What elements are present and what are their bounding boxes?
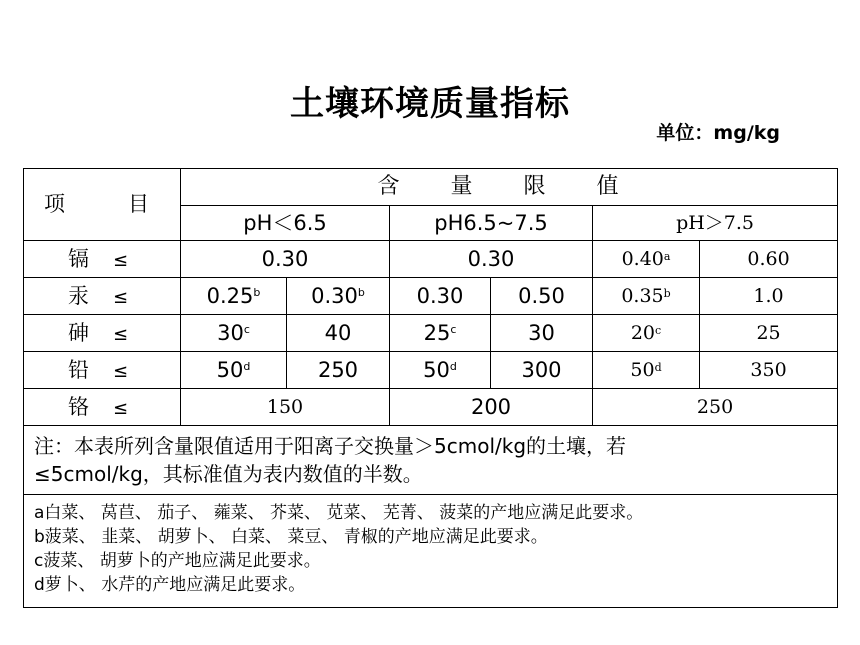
cell-value: 250 [593, 389, 838, 426]
cell-value: 350 [700, 352, 838, 389]
cell-value: 0.25$^b$ [181, 278, 287, 315]
cell-value: 200 [390, 389, 593, 426]
note-line: 注：本表所列含量限值适用于阳离子交换量＞5cmol/kg的土壤，若 [34, 434, 627, 458]
footnote-c: c菠菜、 胡萝卜的产地应满足此要求。 [34, 551, 321, 571]
cell-value: 0.35$^b$ [593, 278, 700, 315]
cell-value: 40 [287, 315, 390, 352]
cell-value: 0.50 [491, 278, 593, 315]
cell-value: 300 [491, 352, 593, 389]
cell-value: 0.30 [390, 241, 593, 278]
footnote-b: b菠菜、 韭菜、 胡萝卜、 白菜、 菜豆、 青椒的产地应满足此要求。 [34, 527, 548, 547]
cell-value: 0.60 [700, 241, 838, 278]
note-line: ≤5cmol/kg，其标准值为表内数值的半数。 [34, 462, 423, 486]
cell-value: 50$^d$ [390, 352, 491, 389]
cell-value: 0.30 [390, 278, 491, 315]
cell-value: 0.40$^a$ [593, 241, 700, 278]
row-label-mercury: 汞 ≤ [24, 278, 181, 315]
ph-header-high: pH＞7.5 [593, 206, 838, 241]
table-row [24, 389, 838, 426]
cell-value: 0.30 [181, 241, 390, 278]
table-note [24, 426, 838, 495]
page-title: 土壤环境质量指标 [290, 84, 570, 124]
ph-header-mid: pH6.5~7.5 [390, 206, 593, 241]
ph-header-low: pH＜6.5 [181, 206, 390, 241]
cell-value: 50$^d$ [593, 352, 700, 389]
cell-value: 50$^d$ [181, 352, 287, 389]
footnote-a: a白菜、 莴苣、 茄子、 蕹菜、 芥菜、 苋菜、 芜菁、 菠菜的产地应满足此要求。 [34, 503, 644, 523]
table-row [24, 278, 838, 315]
row-label-cadmium: 镉 ≤ [24, 241, 181, 278]
cell-value: 30$^c$ [181, 315, 287, 352]
cell-value: 150 [181, 389, 390, 426]
cell-value: 30 [491, 315, 593, 352]
soil-quality-table [23, 168, 838, 608]
cell-value: 0.30$^b$ [287, 278, 390, 315]
row-label-arsenic: 砷 ≤ [24, 315, 181, 352]
row-label-lead: 铅 ≤ [24, 352, 181, 389]
cell-value: 250 [287, 352, 390, 389]
item-header: 项 目 [24, 169, 181, 241]
row-label-chromium: 铬 ≤ [24, 389, 181, 426]
table-row [24, 352, 838, 389]
footnote-d: d萝卜、 水芹的产地应满足此要求。 [34, 575, 306, 595]
cell-value: 20$^c$ [593, 315, 700, 352]
cell-value: 25 [700, 315, 838, 352]
table-row [24, 241, 838, 278]
limit-header: 含 量 限 值 [181, 169, 838, 206]
unit-label: 单位：mg/kg [656, 122, 780, 144]
table-footnotes [24, 495, 838, 608]
cell-value: 25$^c$ [390, 315, 491, 352]
cell-value: 1.0 [700, 278, 838, 315]
table-row [24, 315, 838, 352]
